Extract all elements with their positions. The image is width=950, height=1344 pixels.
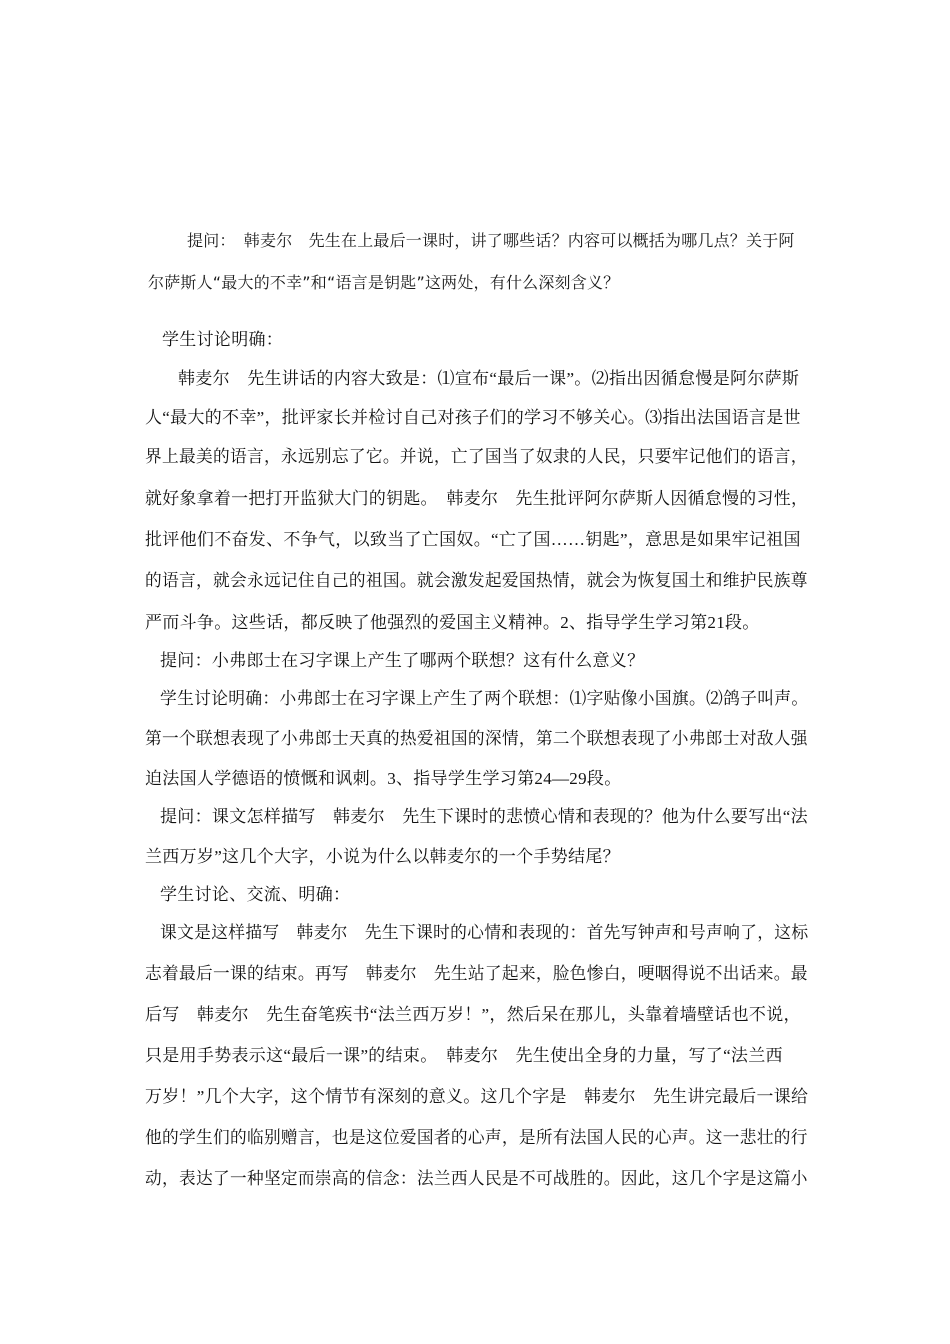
body-line: 界上最美的语言，永远别忘了它。并说，亡了国当了奴隶的人民，只要牢记他们的语言， xyxy=(145,447,808,466)
body-line: 就好象拿着一把打开监狱大门的钥匙。 韩麦尔 先生批评阿尔萨斯人因循怠慢的习性， xyxy=(145,489,809,508)
body-line: 迫法国人学德语的愤慨和讽刺。3、指导学生学习第24—29段。 xyxy=(145,769,622,788)
body-line: 提问：课文怎样描写 韩麦尔 先生下课时的悲愤心情和表现的？他为什么要写出“法 xyxy=(160,807,808,826)
body-line: 学生讨论明确： xyxy=(162,330,284,349)
body-line: 学生讨论明确：小弗郎士在习字课上产生了两个联想：⑴字贴像小国旗。⑵鸽子叫声。 xyxy=(160,689,809,708)
body-line: 韩麦尔 先生讲话的内容大致是：⑴宣布“最后一课”。⑵指出因循怠慢是阿尔萨斯 xyxy=(178,369,800,388)
body-line: 他的学生们的临别赠言，也是这位爱国者的心声，是所有法国人民的心声。这一悲壮的行 xyxy=(145,1128,808,1147)
body-line: 人“最大的不幸”，批评家长并检讨自己对孩子们的学习不够关心。⑶指出法国语言是世 xyxy=(145,408,801,427)
body-line: 万岁！”几个大字，这个情节有深刻的意义。这几个字是 韩麦尔 先生讲完最后一课给 xyxy=(145,1087,809,1106)
body-line: 批评他们不奋发、不争气，以致当了亡国奴。“亡了国……钥匙”，意思是如果牢记祖国 xyxy=(145,530,801,549)
body-line: 兰西万岁”这几个大字，小说为什么以韩麦尔的一个手势结尾？ xyxy=(145,847,620,866)
body-line: 后写 韩麦尔 先生奋笔疾书“法兰西万岁！”，然后呆在那儿，头靠着墙壁话也不说， xyxy=(145,1005,801,1024)
body-line: 提问：小弗郎士在习字课上产生了哪两个联想？这有什么意义？ xyxy=(160,651,645,670)
body-line: 课文是这样描写 韩麦尔 先生下课时的心情和表现的：首先写钟声和号声响了，这标 xyxy=(160,923,809,942)
body-line: 学生讨论、交流、明确： xyxy=(160,885,351,904)
question-line: 提问： 韩麦尔 先生在上最后一课时，讲了哪些话？内容可以概括为哪几点？关于阿 xyxy=(187,231,795,250)
body-line: 第一个联想表现了小弗郎士天真的热爱祖国的深情，第二个联想表现了小弗郎士对敌人强 xyxy=(145,729,808,748)
body-line: 的语言，就会永远记住自己的祖国。就会激发起爱国热情，就会为恢复国土和维护民族尊 xyxy=(145,571,808,590)
body-line: 志着最后一课的结束。再写 韩麦尔 先生站了起来，脸色惨白，哽咽得说不出话来。最 xyxy=(145,964,808,983)
body-line: 只是用手势表示这“最后一课”的结束。 韩麦尔 先生使出全身的力量，写了“法兰西 xyxy=(145,1046,783,1065)
body-line: 严而斗争。这些话，都反映了他强烈的爱国主义精神。2、指导学生学习第21段。 xyxy=(145,613,760,632)
body-line: 动，表达了一种坚定而崇高的信念：法兰西人民是不可战胜的。因此，这几个字是这篇小 xyxy=(145,1169,808,1188)
question-line: 尔萨斯人“最大的不幸”和“语言是钥匙”这两处，有什么深刻含义？ xyxy=(148,273,620,292)
